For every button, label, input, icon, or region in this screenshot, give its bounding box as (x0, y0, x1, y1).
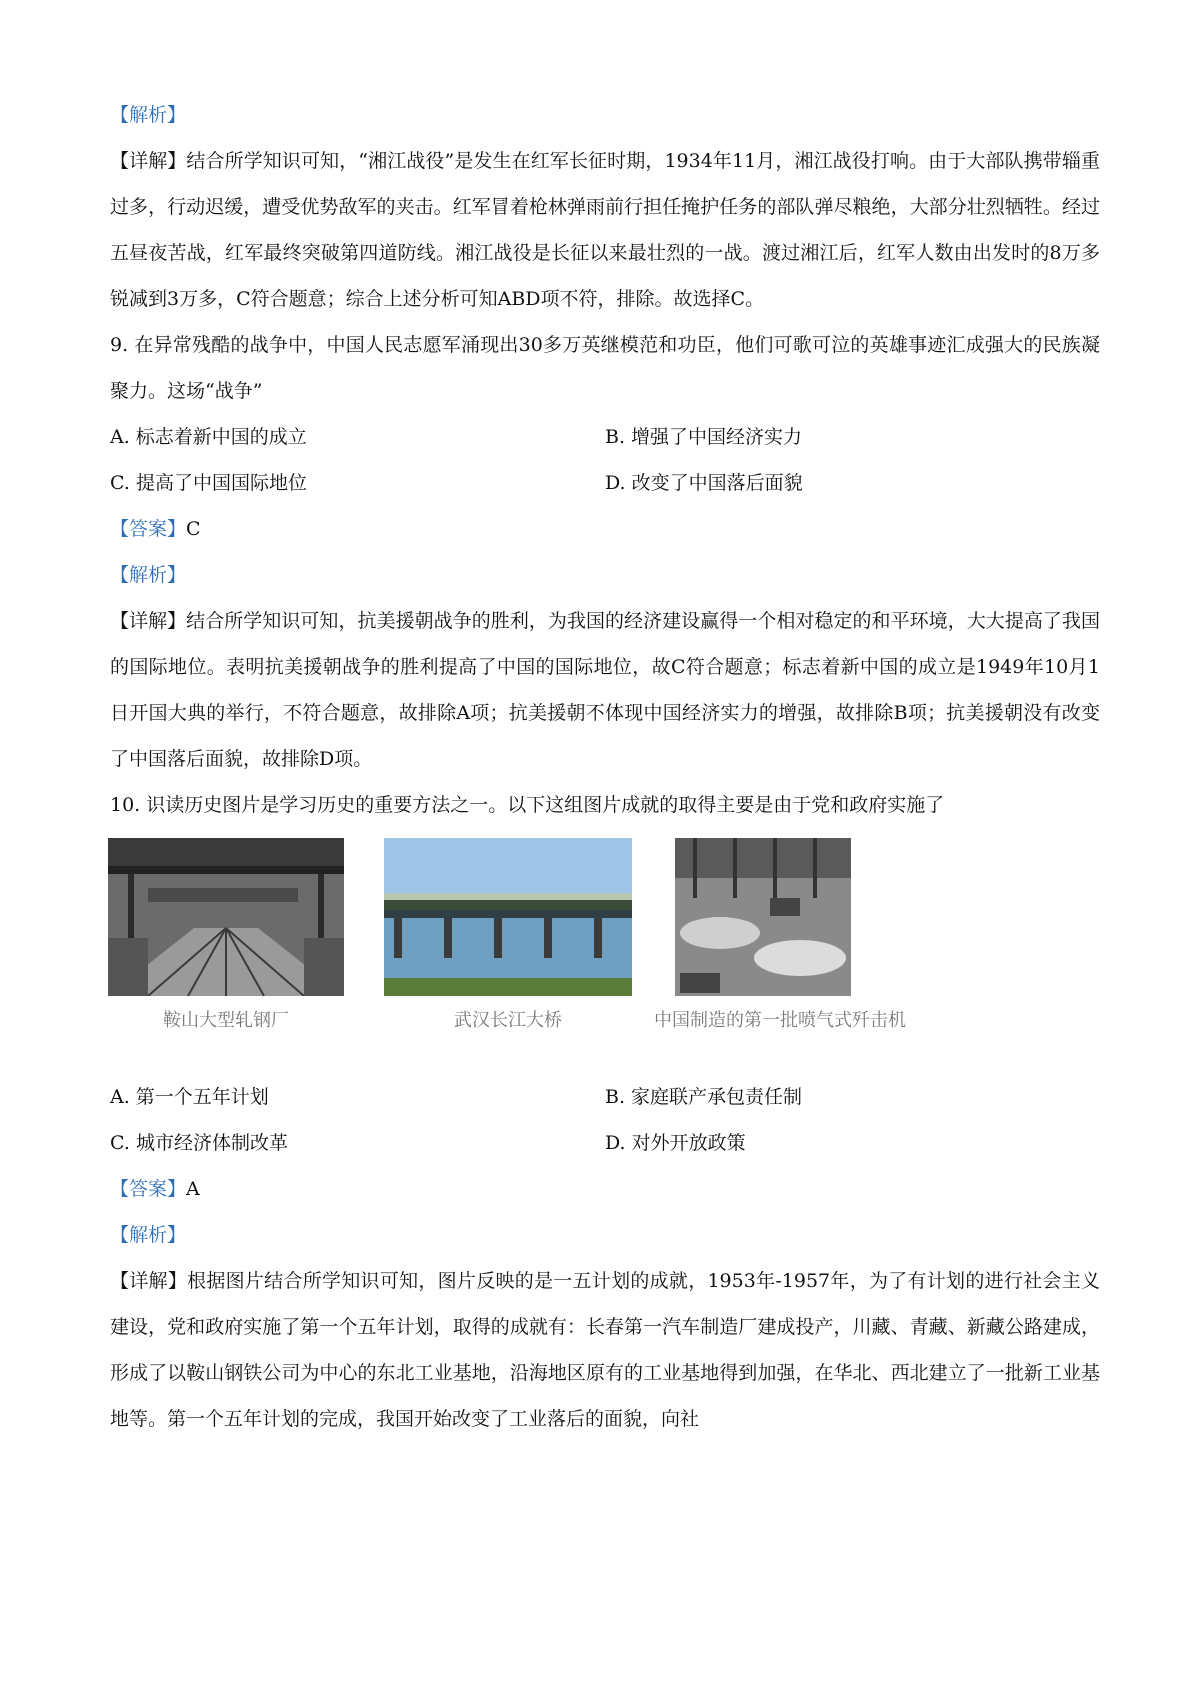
detail-text: 结合所学知识可知，抗美援朝战争的胜利，为我国的经济建设赢得一个相对稳定的和平环境，大大提高了我国的国际地位。表明抗美援朝战争的胜利提高了中国的国际地位，故C符合题意；标志着新中国的成立是1949年10月1日开国大典的举行，不符合题意，故排除A项；抗美援朝不体现中国经济实力的增强，故排除B项；抗美援朝没有改变了中国落后面貌，故排除D项。 (110, 610, 1100, 770)
figure-caption: 武汉长江大桥 (454, 1010, 562, 1031)
figure-caption: 鞍山大型轧钢厂 (163, 1010, 289, 1031)
option-b: B. 增强了中国经济实力 (605, 426, 803, 448)
detail-tag: 【详解】 (110, 1270, 188, 1292)
figure-jet-fighter (650, 838, 910, 1032)
question-10-detail (110, 1258, 1100, 1442)
question-10-options-row-2 (110, 1120, 1100, 1166)
option-a: A. 标志着新中国的成立 (110, 426, 307, 448)
question-9-stem: 9. 在异常残酷的战争中，中国人民志愿军涌现出30多万英继模范和功臣，他们可歌可泣的英雄事迹汇成强大的民族凝聚力。这场“战争” (110, 334, 1100, 402)
option-b: B. 家庭联产承包责任制 (605, 1086, 803, 1108)
wuhan-bridge-photo (384, 838, 632, 996)
analysis-tag: 【解析】 (110, 564, 187, 586)
detail-paragraph (110, 138, 1100, 322)
answer-tag: 【答案】 (110, 1178, 187, 1200)
answer-value: A (186, 1178, 200, 1200)
question-9-options-row-2 (110, 460, 1100, 506)
detail-tag: 【详解】 (110, 610, 187, 632)
option-a: A. 第一个五年计划 (110, 1086, 269, 1108)
option-d: D. 对外开放政策 (605, 1132, 746, 1154)
document-page (110, 92, 1100, 1442)
question-9-analysis-heading (110, 552, 1100, 598)
option-d: D. 改变了中国落后面貌 (605, 472, 803, 494)
question-10-stem: 10. 识读历史图片是学习历史的重要方法之一。以下这组图片成就的取得主要是由于党和政府实施了 (110, 794, 945, 816)
analysis-heading (110, 92, 1100, 138)
question-9-detail (110, 598, 1100, 782)
question-10-analysis-heading (110, 1212, 1100, 1258)
analysis-tag: 【解析】 (110, 104, 187, 126)
detail-tag: 【详解】 (110, 150, 187, 172)
question-10-answer (110, 1166, 1100, 1212)
analysis-tag: 【解析】 (110, 1224, 187, 1246)
figure-caption: 中国制造的第一批喷气式歼击机 (654, 1010, 906, 1031)
answer-tag: 【答案】 (110, 518, 187, 540)
figure-wuhan-bridge (384, 838, 632, 1032)
question-9-options-row-1 (110, 414, 1100, 460)
answer-value: C (186, 518, 201, 540)
option-c: C. 提高了中国国际地位 (110, 472, 307, 494)
detail-text: 结合所学知识可知，“湘江战役”是发生在红军长征时期，1934年11月，湘江战役打响。由于大部队携带辎重过多，行动迟缓，遭受优势敌军的夹击。红军冒着枪林弹雨前行担任掩护任务的部队弹尽粮绝，大部分壮烈牺牲。经过五昼夜苦战，红军最终突破第四道防线。湘江战役是长征以来最壮烈的一战。渡过湘江后，红军人数由出发时的8万多锐减到3万多，C符合题意；综合上述分析可知ABD项不符，排除。故选择C。 (110, 150, 1100, 310)
option-c: C. 城市经济体制改革 (110, 1132, 288, 1154)
jet-fighter-photo (650, 838, 910, 996)
rolling-mill-photo (108, 838, 344, 996)
figure-rolling-mill (108, 838, 344, 1032)
question-9-answer (110, 506, 1100, 552)
detail-text: 根据图片结合所学知识可知，图片反映的是一五计划的成就，1953年-1957年，为了有计划的进行社会主义建设，党和政府实施了第一个五年计划，取得的成就有：长春第一汽车制造厂建成投产，川藏、青藏、新藏公路建成，形成了以鞍山钢铁公司为中心的东北工业基地，沿海地区原有的工业基地得到加强，在华北、西北建立了一批新工业基地等。第一个五年计划的完成，我国开始改变了工业落后的面貌，向社 (110, 1270, 1100, 1430)
question-10-options-row-1 (110, 1074, 1100, 1120)
question-10-figures (110, 838, 1100, 1068)
